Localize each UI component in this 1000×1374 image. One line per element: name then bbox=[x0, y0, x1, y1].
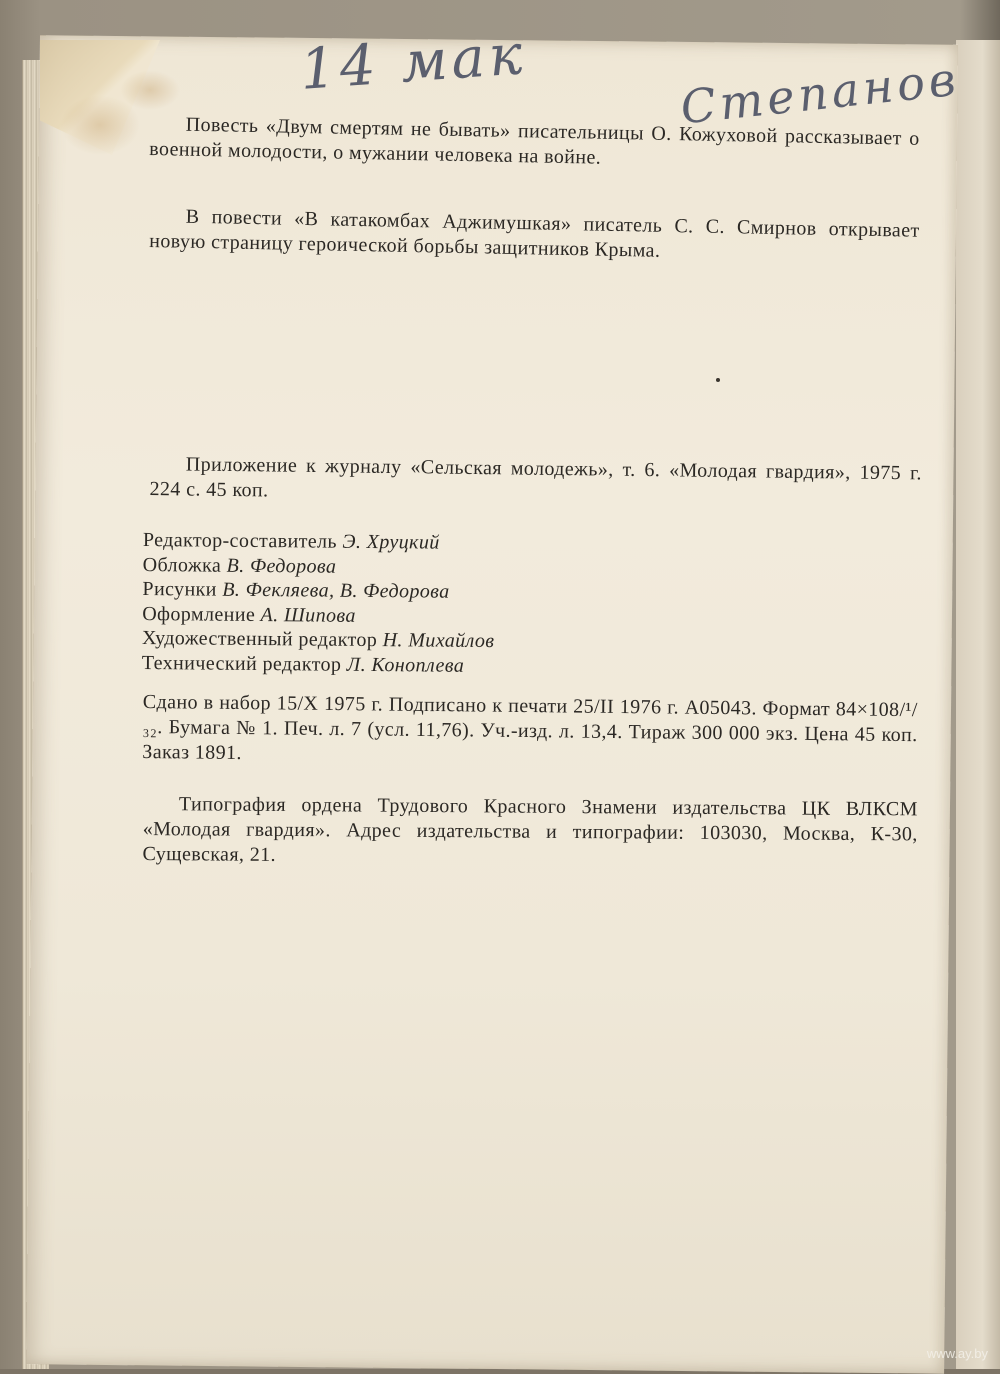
credits-list bbox=[142, 528, 843, 681]
adjacent-page-edge bbox=[956, 40, 1000, 1369]
credit-name: В. Федорова bbox=[226, 554, 337, 578]
annotation-text-2: В повести «В катакомбах Аджимушкая» писатель С. С. Смирнов открывает новую страницу героической борьбы защитников Крыма. bbox=[149, 205, 920, 262]
handwritten-note-top: 14 мак bbox=[298, 22, 529, 103]
credit-name: А. Шипова bbox=[260, 603, 356, 627]
printer-info bbox=[142, 792, 918, 872]
print-imprint bbox=[142, 690, 918, 773]
credit-name: Л. Коноплева bbox=[346, 653, 465, 677]
credit-name: Э. Хруцкий bbox=[342, 530, 440, 554]
handwritten-note-right: Степанов bbox=[677, 51, 962, 135]
credit-role: Редактор-составитель bbox=[142, 528, 338, 553]
site-watermark: www.ay.by bbox=[926, 1346, 988, 1361]
credit-role: Художественный редактор bbox=[141, 626, 378, 652]
supplement-info bbox=[149, 452, 922, 511]
imprint-text: Сдано в набор 15/X 1975 г. Подписано к печати 25/II 1976 г. А05043. Формат 84×108/¹/₃₂. Бумага № 1. Печ. л. 7 (усл. 11,76). Уч.-изд. л. 13,4. Тираж 300 000 экз. Цена 45 коп. Заказ 1891. bbox=[142, 690, 918, 765]
supplement-text: Приложение к журналу «Сельская молодежь», т. 6. «Молодая гвардия», 1975 г. 224 с. 45 коп. bbox=[149, 453, 922, 502]
credit-role: Обложка bbox=[142, 553, 222, 577]
age-stain bbox=[120, 70, 180, 110]
credit-role: Рисунки bbox=[142, 577, 217, 601]
credit-role: Технический редактор bbox=[141, 651, 342, 676]
printer-text: Типография ордена Трудового Красного Знамени издательства ЦК ВЛКСМ «Молодая гвардия». Адрес издательства и типографии: 103030, Москва, К-30, Сущевская, 21. bbox=[142, 793, 918, 866]
ink-speck bbox=[716, 378, 720, 382]
annotation-text-1: Повесть «Двум смертям не бывать» писательницы О. Кожуховой рассказывает о военной молодости, о мужании человека на войне. bbox=[149, 113, 920, 169]
credit-role: Оформление bbox=[142, 602, 256, 626]
credit-name: В. Фекляева, В. Федорова bbox=[222, 578, 450, 603]
credit-name: Н. Михайлов bbox=[382, 629, 495, 653]
